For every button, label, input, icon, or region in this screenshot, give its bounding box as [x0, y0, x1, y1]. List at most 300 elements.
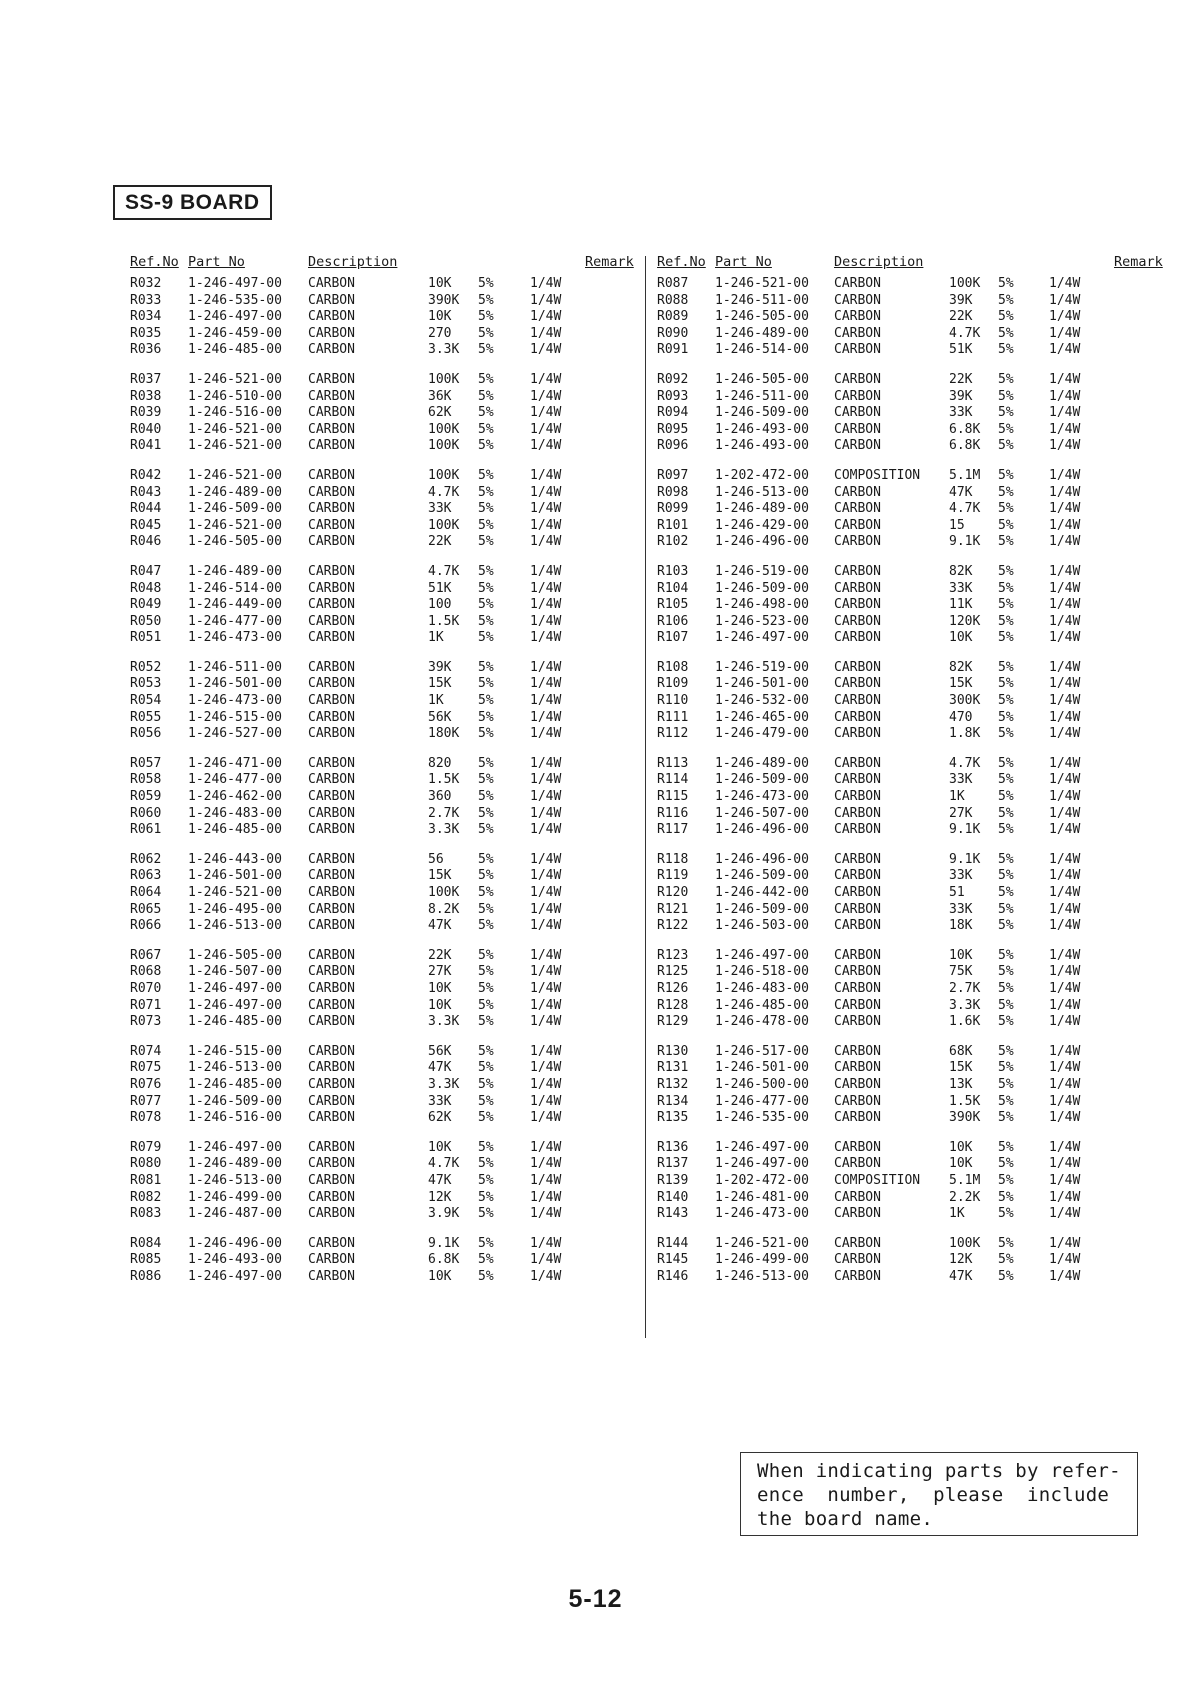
cell-ref-no: R114	[657, 772, 689, 788]
cell-rating: 1/4W	[530, 342, 562, 358]
cell-tolerance: 5%	[998, 755, 1014, 771]
cell-description: CARBON	[308, 997, 355, 1013]
cell-value: 56K	[428, 1043, 452, 1059]
table-row	[130, 501, 635, 518]
cell-rating: 1/4W	[530, 309, 562, 325]
cell-value: 18K	[949, 918, 973, 934]
table-row	[657, 1269, 1157, 1286]
cell-description: CARBON	[308, 597, 355, 613]
cell-part-no: 1-246-500-00	[715, 1076, 809, 1092]
cell-description: CARBON	[308, 405, 355, 421]
table-row	[657, 822, 1157, 839]
cell-value: 1.6K	[949, 1014, 981, 1030]
cell-part-no: 1-246-518-00	[715, 964, 809, 980]
cell-ref-no: R090	[657, 325, 689, 341]
cell-ref-no: R132	[657, 1076, 689, 1092]
cell-description: CARBON	[834, 388, 881, 404]
cell-part-no: 1-246-485-00	[188, 822, 282, 838]
cell-rating: 1/4W	[1049, 980, 1081, 996]
cell-description: CARBON	[308, 1235, 355, 1251]
cell-value: 22K	[428, 534, 452, 550]
cell-value: 1.5K	[949, 1093, 981, 1109]
cell-description: CARBON	[834, 421, 881, 437]
cell-description: CARBON	[308, 868, 355, 884]
cell-ref-no: R084	[130, 1235, 162, 1251]
cell-value: 4.7K	[428, 484, 460, 500]
cell-rating: 1/4W	[530, 501, 562, 517]
note-line: the board name.	[757, 1508, 934, 1530]
table-row	[657, 885, 1157, 902]
cell-tolerance: 5%	[478, 997, 494, 1013]
table-row	[657, 564, 1157, 581]
cell-part-no: 1-246-513-00	[715, 1268, 809, 1284]
parts-list-left-body	[130, 276, 635, 1285]
cell-description: CARBON	[308, 1206, 355, 1222]
cell-ref-no: R045	[130, 517, 162, 533]
cell-tolerance: 5%	[998, 421, 1014, 437]
cell-part-no: 1-246-477-00	[188, 772, 282, 788]
cell-rating: 1/4W	[1049, 1268, 1081, 1284]
cell-value: 390K	[428, 292, 460, 308]
cell-ref-no: R061	[130, 822, 162, 838]
cell-rating: 1/4W	[1049, 709, 1081, 725]
cell-description: CARBON	[834, 1156, 881, 1172]
cell-tolerance: 5%	[478, 467, 494, 483]
cell-ref-no: R143	[657, 1206, 689, 1222]
cell-tolerance: 5%	[478, 1252, 494, 1268]
cell-tolerance: 5%	[478, 964, 494, 980]
cell-tolerance: 5%	[998, 1014, 1014, 1030]
cell-part-no: 1-246-515-00	[188, 709, 282, 725]
cell-part-no: 1-246-496-00	[715, 534, 809, 550]
cell-value: 270	[428, 325, 452, 341]
table-row	[130, 293, 635, 310]
cell-rating: 1/4W	[530, 1252, 562, 1268]
cell-tolerance: 5%	[478, 709, 494, 725]
cell-rating: 1/4W	[1049, 1060, 1081, 1076]
table-row	[130, 309, 635, 326]
cell-ref-no: R092	[657, 371, 689, 387]
cell-value: 2.7K	[428, 805, 460, 821]
cell-value: 39K	[949, 292, 973, 308]
cell-ref-no: R032	[130, 276, 162, 291]
cell-rating: 1/4W	[530, 885, 562, 900]
cell-rating: 1/4W	[1049, 1014, 1081, 1030]
cell-tolerance: 5%	[478, 276, 494, 291]
cell-rating: 1/4W	[1049, 580, 1081, 596]
cell-value: 100K	[428, 517, 460, 533]
cell-ref-no: R104	[657, 580, 689, 596]
parts-group	[657, 372, 1157, 455]
cell-ref-no: R094	[657, 405, 689, 421]
cell-value: 62K	[428, 405, 452, 421]
cell-ref-no: R089	[657, 309, 689, 325]
cell-value: 100K	[428, 467, 460, 483]
cell-part-no: 1-246-527-00	[188, 726, 282, 742]
cell-ref-no: R051	[130, 630, 162, 646]
cell-value: 2.2K	[949, 1189, 981, 1205]
cell-description: CARBON	[834, 1043, 881, 1059]
cell-part-no: 1-246-521-00	[715, 1235, 809, 1251]
cell-tolerance: 5%	[998, 693, 1014, 709]
cell-tolerance: 5%	[998, 805, 1014, 821]
cell-ref-no: R035	[130, 325, 162, 341]
cell-value: 39K	[949, 388, 973, 404]
cell-value: 15K	[428, 676, 452, 692]
table-row	[657, 518, 1157, 535]
cell-part-no: 1-246-514-00	[188, 580, 282, 596]
cell-ref-no: R083	[130, 1206, 162, 1222]
cell-value: 3.3K	[428, 822, 460, 838]
cell-part-no: 1-246-497-00	[188, 1268, 282, 1284]
cell-part-no: 1-246-462-00	[188, 789, 282, 805]
cell-ref-no: R131	[657, 1060, 689, 1076]
cell-part-no: 1-246-499-00	[188, 1189, 282, 1205]
cell-rating: 1/4W	[1049, 755, 1081, 771]
cell-rating: 1/4W	[530, 484, 562, 500]
cell-part-no: 1-246-489-00	[188, 484, 282, 500]
cell-tolerance: 5%	[478, 309, 494, 325]
table-row	[657, 293, 1157, 310]
cell-tolerance: 5%	[998, 1156, 1014, 1172]
table-row	[657, 1044, 1157, 1061]
cell-value: 100K	[428, 371, 460, 387]
cell-ref-no: R085	[130, 1252, 162, 1268]
cell-description: CARBON	[308, 388, 355, 404]
parts-group	[657, 756, 1157, 839]
parts-group	[657, 1044, 1157, 1127]
cell-description: CARBON	[834, 517, 881, 533]
cell-value: 27K	[428, 964, 452, 980]
cell-part-no: 1-246-509-00	[715, 901, 809, 917]
cell-rating: 1/4W	[530, 276, 562, 291]
table-row	[657, 789, 1157, 806]
cell-part-no: 1-246-521-00	[188, 421, 282, 437]
cell-description: CARBON	[834, 676, 881, 692]
cell-part-no: 1-246-485-00	[188, 1014, 282, 1030]
table-row	[657, 693, 1157, 710]
parts-group	[130, 1236, 635, 1286]
cell-tolerance: 5%	[998, 405, 1014, 421]
cell-ref-no: R075	[130, 1060, 162, 1076]
table-row	[130, 1077, 635, 1094]
parts-group	[657, 564, 1157, 647]
cell-tolerance: 5%	[998, 388, 1014, 404]
cell-rating: 1/4W	[530, 421, 562, 437]
cell-ref-no: R050	[130, 613, 162, 629]
cell-value: 120K	[949, 613, 981, 629]
note-line: When indicating parts by refer-	[757, 1460, 1121, 1482]
cell-part-no: 1-246-479-00	[715, 726, 809, 742]
cell-value: 360	[428, 789, 452, 805]
cell-part-no: 1-246-513-00	[188, 1060, 282, 1076]
cell-tolerance: 5%	[998, 726, 1014, 742]
cell-rating: 1/4W	[530, 1206, 562, 1222]
cell-description: CARBON	[308, 1268, 355, 1284]
cell-value: 5.1M	[949, 1172, 981, 1188]
cell-tolerance: 5%	[998, 980, 1014, 996]
table-row	[657, 1140, 1157, 1157]
cell-value: 13K	[949, 1076, 973, 1092]
cell-ref-no: R068	[130, 964, 162, 980]
cell-tolerance: 5%	[998, 371, 1014, 387]
cell-description: CARBON	[308, 947, 355, 963]
cell-rating: 1/4W	[530, 693, 562, 709]
cell-ref-no: R140	[657, 1189, 689, 1205]
cell-description: CARBON	[308, 772, 355, 788]
cell-rating: 1/4W	[1049, 1252, 1081, 1268]
table-row	[657, 1236, 1157, 1253]
cell-part-no: 1-246-477-00	[715, 1093, 809, 1109]
cell-description: CARBON	[308, 517, 355, 533]
cell-part-no: 1-246-473-00	[715, 789, 809, 805]
table-row	[130, 756, 635, 773]
cell-value: 1.5K	[428, 772, 460, 788]
cell-tolerance: 5%	[478, 1172, 494, 1188]
cell-rating: 1/4W	[530, 467, 562, 483]
cell-tolerance: 5%	[998, 517, 1014, 533]
cell-description: CARBON	[308, 1093, 355, 1109]
table-row	[130, 438, 635, 455]
column-divider	[645, 256, 646, 1338]
cell-ref-no: R079	[130, 1139, 162, 1155]
cell-description: CARBON	[834, 851, 881, 867]
cell-tolerance: 5%	[478, 517, 494, 533]
cell-description: CARBON	[834, 292, 881, 308]
cell-description: CARBON	[834, 1076, 881, 1092]
cell-description: CARBON	[834, 885, 881, 900]
cell-tolerance: 5%	[998, 947, 1014, 963]
cell-value: 2.7K	[949, 980, 981, 996]
cell-tolerance: 5%	[998, 1235, 1014, 1251]
cell-ref-no: R095	[657, 421, 689, 437]
table-row	[657, 660, 1157, 677]
cell-tolerance: 5%	[998, 630, 1014, 646]
table-row	[657, 948, 1157, 965]
table-row	[130, 1156, 635, 1173]
cell-tolerance: 5%	[478, 1206, 494, 1222]
table-row	[130, 614, 635, 631]
cell-ref-no: R086	[130, 1268, 162, 1284]
cell-rating: 1/4W	[1049, 438, 1081, 454]
cell-part-no: 1-246-510-00	[188, 388, 282, 404]
cell-part-no: 1-246-487-00	[188, 1206, 282, 1222]
cell-rating: 1/4W	[530, 292, 562, 308]
table-row	[657, 485, 1157, 502]
cell-ref-no: R099	[657, 501, 689, 517]
cell-ref-no: R123	[657, 947, 689, 963]
cell-part-no: 1-246-485-00	[188, 1076, 282, 1092]
table-row	[130, 1110, 635, 1127]
cell-value: 9.1K	[428, 1235, 460, 1251]
cell-value: 100K	[428, 438, 460, 454]
table-row	[130, 405, 635, 422]
cell-rating: 1/4W	[1049, 822, 1081, 838]
cell-part-no: 1-246-509-00	[715, 405, 809, 421]
cell-part-no: 1-246-497-00	[188, 980, 282, 996]
cell-value: 6.8K	[949, 438, 981, 454]
cell-description: CARBON	[834, 276, 881, 291]
cell-part-no: 1-246-513-00	[715, 484, 809, 500]
cell-description: COMPOSITION	[834, 1172, 921, 1188]
cell-tolerance: 5%	[998, 789, 1014, 805]
cell-rating: 1/4W	[1049, 918, 1081, 934]
table-row	[130, 676, 635, 693]
cell-part-no: 1-246-507-00	[188, 964, 282, 980]
cell-ref-no: R077	[130, 1093, 162, 1109]
cell-rating: 1/4W	[1049, 726, 1081, 742]
cell-tolerance: 5%	[478, 1110, 494, 1126]
cell-description: CARBON	[834, 1093, 881, 1109]
table-row	[657, 1252, 1157, 1269]
table-row	[657, 438, 1157, 455]
cell-value: 33K	[428, 501, 452, 517]
cell-tolerance: 5%	[478, 693, 494, 709]
cell-description: CARBON	[834, 501, 881, 517]
table-header	[657, 254, 1163, 276]
cell-value: 68K	[949, 1043, 973, 1059]
cell-value: 47K	[428, 918, 452, 934]
table-row	[657, 276, 1157, 293]
cell-rating: 1/4W	[530, 1235, 562, 1251]
cell-tolerance: 5%	[478, 947, 494, 963]
cell-rating: 1/4W	[530, 405, 562, 421]
cell-part-no: 1-246-471-00	[188, 755, 282, 771]
cell-part-no: 1-246-483-00	[715, 980, 809, 996]
table-row	[657, 852, 1157, 869]
cell-part-no: 1-246-443-00	[188, 851, 282, 867]
cell-part-no: 1-246-523-00	[715, 613, 809, 629]
cell-part-no: 1-246-485-00	[188, 342, 282, 358]
cell-tolerance: 5%	[478, 1060, 494, 1076]
cell-ref-no: R081	[130, 1172, 162, 1188]
cell-rating: 1/4W	[1049, 885, 1081, 900]
table-row	[130, 693, 635, 710]
table-row	[657, 772, 1157, 789]
table-row	[130, 902, 635, 919]
cell-ref-no: R047	[130, 563, 162, 579]
cell-tolerance: 5%	[478, 789, 494, 805]
cell-value: 8.2K	[428, 901, 460, 917]
cell-rating: 1/4W	[1049, 534, 1081, 550]
cell-description: CARBON	[308, 1060, 355, 1076]
cell-part-no: 1-246-489-00	[715, 325, 809, 341]
cell-description: CARBON	[308, 309, 355, 325]
cell-tolerance: 5%	[998, 1268, 1014, 1284]
cell-rating: 1/4W	[1049, 292, 1081, 308]
cell-tolerance: 5%	[998, 1110, 1014, 1126]
cell-part-no: 1-246-505-00	[715, 309, 809, 325]
cell-value: 36K	[428, 388, 452, 404]
cell-part-no: 1-246-535-00	[188, 292, 282, 308]
cell-value: 51	[949, 885, 965, 900]
parts-list-right-body	[657, 276, 1157, 1285]
cell-ref-no: R136	[657, 1139, 689, 1155]
cell-part-no: 1-246-516-00	[188, 1110, 282, 1126]
cell-tolerance: 5%	[478, 292, 494, 308]
cell-rating: 1/4W	[530, 868, 562, 884]
cell-tolerance: 5%	[998, 276, 1014, 291]
cell-part-no: 1-246-509-00	[188, 1093, 282, 1109]
cell-rating: 1/4W	[1049, 517, 1081, 533]
cell-value: 10K	[428, 276, 452, 291]
cell-tolerance: 5%	[998, 597, 1014, 613]
table-row	[657, 998, 1157, 1015]
cell-rating: 1/4W	[1049, 563, 1081, 579]
parts-group	[130, 948, 635, 1031]
cell-description: CARBON	[834, 964, 881, 980]
table-row	[657, 468, 1157, 485]
cell-ref-no: R059	[130, 789, 162, 805]
cell-description: CARBON	[834, 693, 881, 709]
cell-part-no: 1-246-501-00	[715, 676, 809, 692]
cell-description: CARBON	[834, 309, 881, 325]
cell-tolerance: 5%	[998, 1139, 1014, 1155]
cell-tolerance: 5%	[998, 1076, 1014, 1092]
cell-tolerance: 5%	[998, 997, 1014, 1013]
cell-description: COMPOSITION	[834, 467, 921, 483]
cell-part-no: 1-246-493-00	[188, 1252, 282, 1268]
cell-part-no: 1-246-483-00	[188, 805, 282, 821]
cell-value: 56K	[428, 709, 452, 725]
table-row	[130, 660, 635, 677]
cell-tolerance: 5%	[478, 726, 494, 742]
cell-tolerance: 5%	[998, 901, 1014, 917]
cell-rating: 1/4W	[1049, 964, 1081, 980]
cell-tolerance: 5%	[478, 1139, 494, 1155]
cell-description: CARBON	[308, 1076, 355, 1092]
cell-tolerance: 5%	[998, 885, 1014, 900]
cell-description: CARBON	[308, 501, 355, 517]
cell-value: 9.1K	[949, 851, 981, 867]
cell-value: 47K	[949, 1268, 973, 1284]
cell-value: 15K	[949, 676, 973, 692]
cell-description: CARBON	[834, 630, 881, 646]
cell-rating: 1/4W	[1049, 868, 1081, 884]
cell-tolerance: 5%	[998, 851, 1014, 867]
cell-tolerance: 5%	[998, 659, 1014, 675]
cell-part-no: 1-246-513-00	[188, 1172, 282, 1188]
table-row	[657, 1077, 1157, 1094]
cell-ref-no: R041	[130, 438, 162, 454]
cell-rating: 1/4W	[1049, 613, 1081, 629]
cell-ref-no: R054	[130, 693, 162, 709]
parts-list-left	[130, 254, 635, 1285]
table-row	[130, 1206, 635, 1223]
cell-part-no: 1-246-473-00	[715, 1206, 809, 1222]
cell-description: CARBON	[834, 1235, 881, 1251]
cell-value: 3.3K	[949, 997, 981, 1013]
cell-rating: 1/4W	[530, 659, 562, 675]
table-row	[130, 468, 635, 485]
table-row	[657, 1110, 1157, 1127]
cell-description: CARBON	[834, 980, 881, 996]
cell-description: CARBON	[834, 1268, 881, 1284]
cell-description: CARBON	[308, 676, 355, 692]
header-part-no: Part No	[188, 254, 245, 270]
cell-rating: 1/4W	[1049, 467, 1081, 483]
parts-group	[657, 1140, 1157, 1223]
parts-group	[130, 276, 635, 359]
cell-part-no: 1-246-515-00	[188, 1043, 282, 1059]
cell-ref-no: R052	[130, 659, 162, 675]
cell-part-no: 1-246-496-00	[715, 851, 809, 867]
cell-ref-no: R056	[130, 726, 162, 742]
cell-part-no: 1-246-501-00	[188, 868, 282, 884]
parts-group	[657, 660, 1157, 743]
cell-part-no: 1-246-496-00	[715, 822, 809, 838]
cell-ref-no: R126	[657, 980, 689, 996]
